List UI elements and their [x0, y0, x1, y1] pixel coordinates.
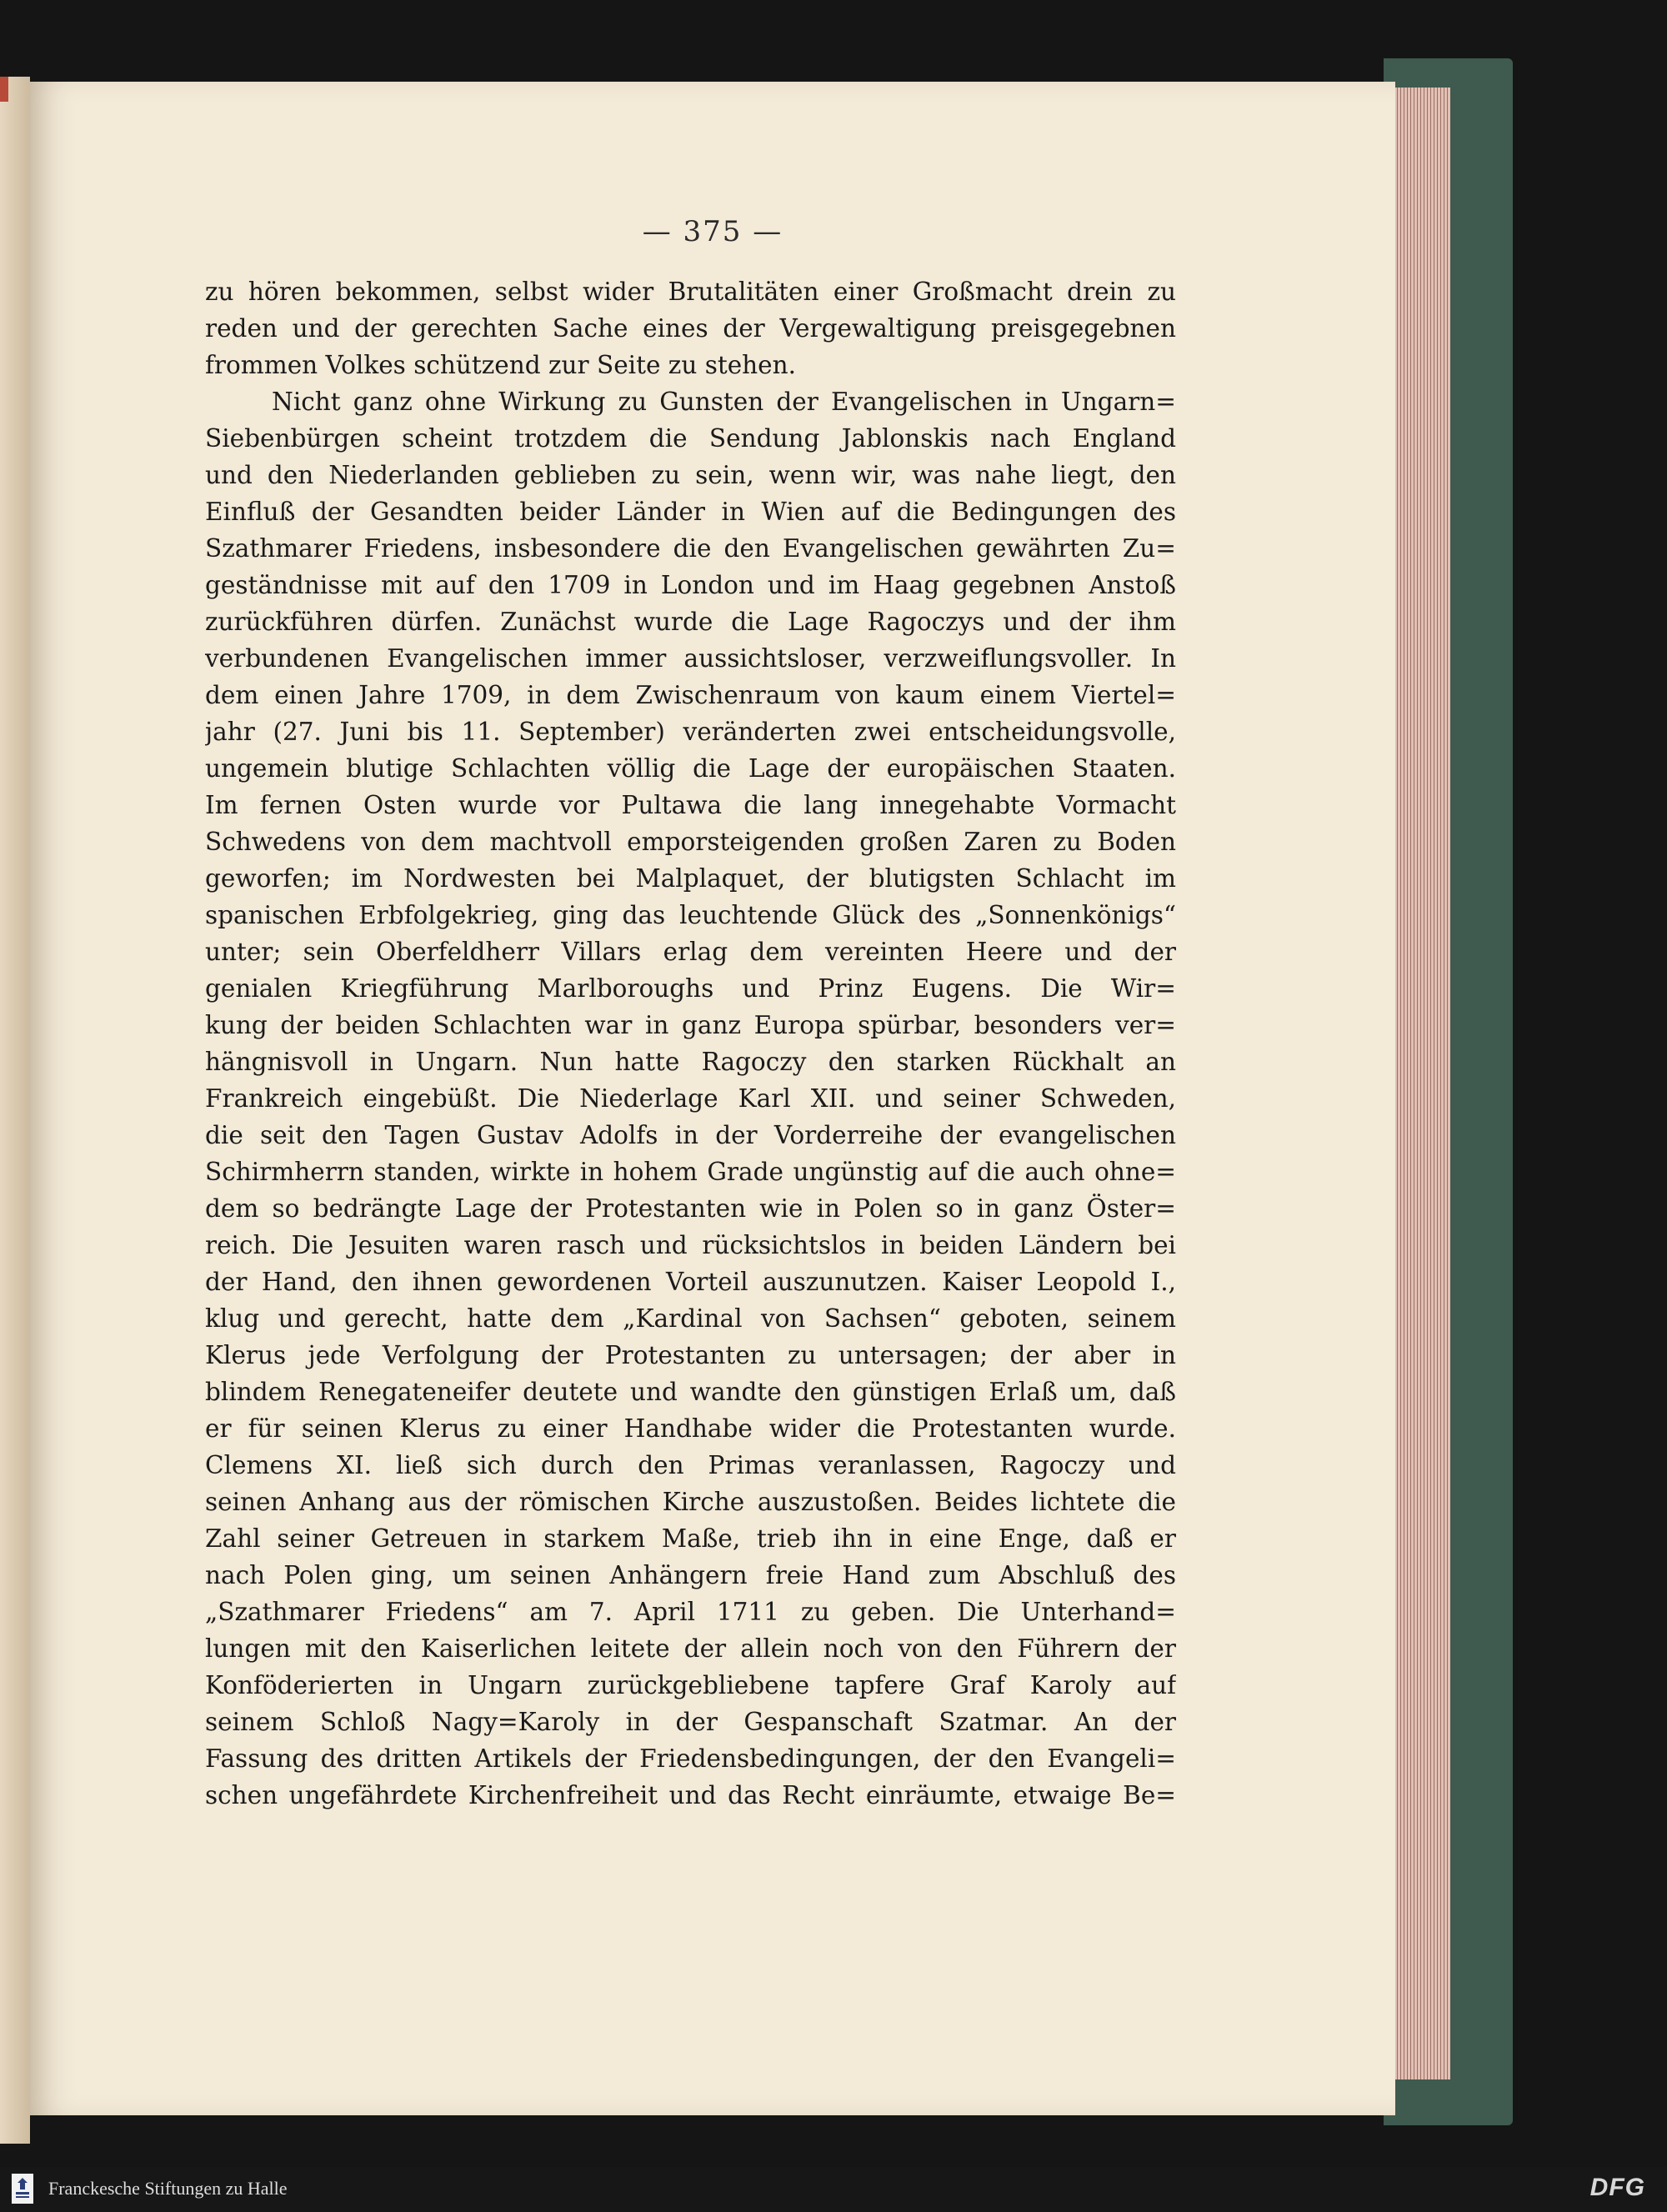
text-line: Siebenbürgen scheint trotzdem die Sendung Jablonskis nach England: [205, 424, 1176, 453]
text-line: unter; sein Oberfeldherr Villars erlag dem vereinten Heere und der: [205, 938, 1176, 966]
text-line: hängnisvoll in Ungarn. Nun hatte Ragoczy den starken Rückhalt an: [205, 1048, 1176, 1076]
text-line: kung der beiden Schlachten war in ganz Europa spürbar, besonders ver=: [205, 1011, 1176, 1039]
text-line: jahr (27. Juni bis 11. September) veränderten zwei entscheidungsvolle,: [205, 718, 1176, 746]
text-line: Zahl seiner Getreuen in starkem Maße, trieb ihn in eine Enge, daß er: [205, 1524, 1176, 1553]
text-line: nach Polen ging, um seinen Anhängern freie Hand zum Abschluß des: [205, 1561, 1176, 1589]
text-line: seinen Anhang aus der römischen Kirche auszustoßen. Beides lichtete die: [205, 1488, 1176, 1516]
text-line: genialen Kriegführung Marlboroughs und Prinz Eugens. Die Wir=: [205, 974, 1176, 1003]
text-line: dem so bedrängte Lage der Protestanten wie in Polen so in ganz Öster=: [205, 1194, 1176, 1223]
text-line: er für seinen Klerus zu einer Handhabe wider die Protestanten wurde.: [205, 1414, 1176, 1443]
text-line: lungen mit den Kaiserlichen leitete der allein noch von den Führern der: [205, 1634, 1176, 1663]
dfg-logo[interactable]: DFG: [1589, 2174, 1645, 2201]
body-text: [205, 273, 1176, 1814]
left-red-edge: [0, 77, 8, 102]
franckesche-stiftungen-logo-icon[interactable]: [12, 2174, 33, 2204]
text-line: Nicht ganz ohne Wirkung zu Gunsten der Evangelischen in Ungarn=: [272, 388, 1176, 416]
text-line: die seit den Tagen Gustav Adolfs in der Vorderreihe der evangelischen: [205, 1121, 1176, 1149]
text-line: Im fernen Osten wurde vor Pultawa die lang innegehabte Vormacht: [205, 791, 1176, 819]
text-line: geständnisse mit auf den 1709 in London und im Haag gegebnen Anstoß: [205, 571, 1176, 599]
footer-institution-link[interactable]: Franckesche Stiftungen zu Halle: [48, 2178, 288, 2199]
viewer-footer: [0, 2167, 1667, 2212]
text-line: der Hand, den ihnen gewordenen Vorteil auszunutzen. Kaiser Leopold I.,: [205, 1268, 1176, 1296]
text-line: Fassung des dritten Artikels der Friedensbedingungen, der den Evangeli=: [205, 1744, 1176, 1773]
text-line: Einfluß der Gesandten beider Länder in Wien auf die Bedingungen des: [205, 498, 1176, 526]
page-edges: [1388, 88, 1450, 2079]
text-line: geworfen; im Nordwesten bei Malplaquet, der blutigsten Schlacht im: [205, 864, 1176, 893]
text-line: schen ungefährdete Kirchenfreiheit und das Recht einräumte, etwaige Be=: [205, 1781, 1176, 1809]
text-line: blindem Renegateneifer deutete und wandte den günstigen Erlaß um, daß: [205, 1378, 1176, 1406]
text-line: verbundenen Evangelischen immer aussichtsloser, verzweiflungsvoller. In: [205, 644, 1176, 673]
left-page-edge: [0, 77, 30, 2144]
text-line: seinem Schloß Nagy=Karoly in der Gespanschaft Szatmar. An der: [205, 1708, 1176, 1736]
text-line: Clemens XI. ließ sich durch den Primas veranlassen, Ragoczy und: [205, 1451, 1176, 1479]
text-line: „Szathmarer Friedens“ am 7. April 1711 zu geben. Die Unterhand=: [205, 1598, 1176, 1626]
page-number: — 375 —: [642, 215, 783, 248]
text-line: reich. Die Jesuiten waren rasch und rücksichtslos in beiden Ländern bei: [205, 1231, 1176, 1259]
text-line: Schwedens von dem machtvoll emporsteigenden großen Zaren zu Boden: [205, 828, 1176, 856]
book-page: [30, 82, 1395, 2115]
text-line: spanischen Erbfolgekrieg, ging das leuchtende Glück des „Sonnenkönigs“: [205, 901, 1176, 929]
text-line: Klerus jede Verfolgung der Protestanten zu untersagen; der aber in: [205, 1341, 1176, 1369]
text-line: Frankreich eingebüßt. Die Niederlage Karl XII. und seiner Schweden,: [205, 1084, 1176, 1113]
text-line: zu hören bekommen, selbst wider Brutalitäten einer Großmacht drein zu: [205, 278, 1176, 306]
text-line: ungemein blutige Schlachten völlig die Lage der europäischen Staaten.: [205, 754, 1176, 783]
text-line: Konföderierten in Ungarn zurückgebliebene tapfere Graf Karoly auf: [205, 1671, 1176, 1699]
text-line: und den Niederlanden geblieben zu sein, wenn wir, was nahe liegt, den: [205, 461, 1176, 489]
text-line: dem einen Jahre 1709, in dem Zwischenraum von kaum einem Viertel=: [205, 681, 1176, 709]
text-line: klug und gerecht, hatte dem „Kardinal von Sachsen“ geboten, seinem: [205, 1304, 1176, 1333]
text-line: Szathmarer Friedens, insbesondere die den Evangelischen gewährten Zu=: [205, 534, 1176, 563]
text-line: reden und der gerechten Sache eines der Vergewaltigung preisgegebnen: [205, 314, 1176, 343]
text-line: Schirmherrn standen, wirkte in hohem Grade ungünstig auf die auch ohne=: [205, 1158, 1176, 1186]
text-line: zurückführen dürfen. Zunächst wurde die Lage Ragoczys und der ihm: [205, 608, 1176, 636]
text-line: frommen Volkes schützend zur Seite zu stehen.: [205, 351, 796, 379]
